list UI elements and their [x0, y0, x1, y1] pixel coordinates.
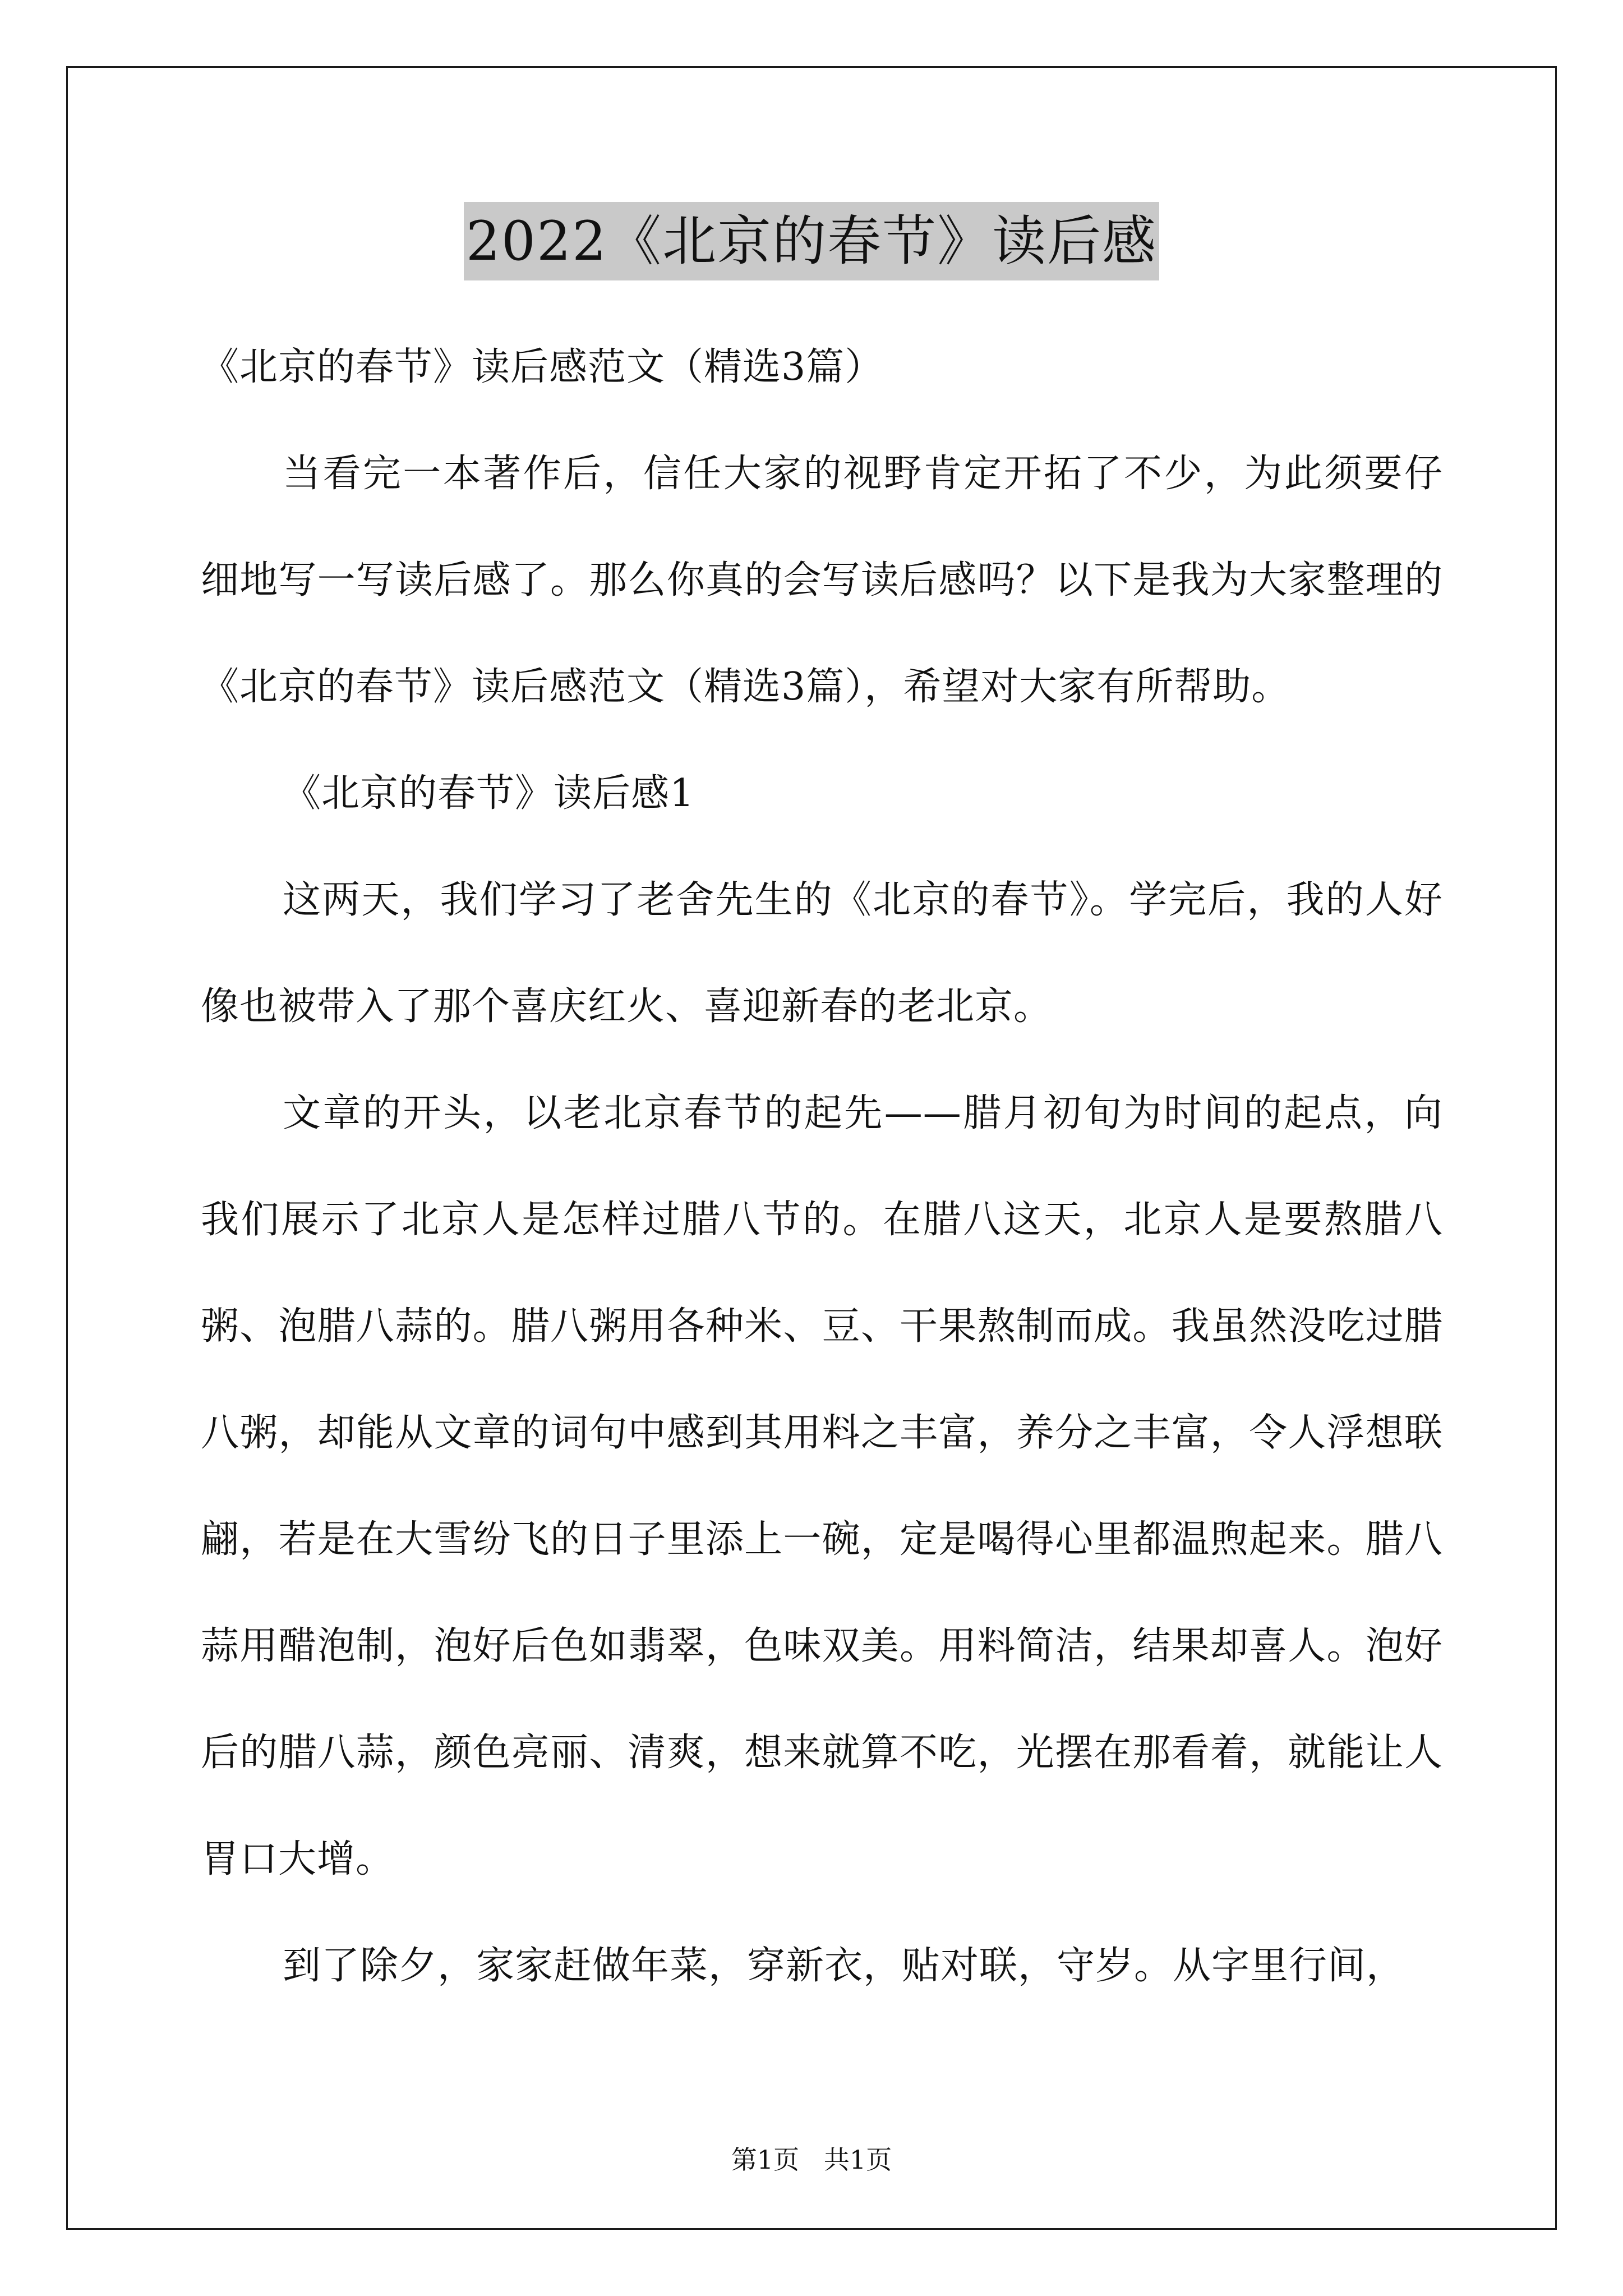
document-body — [201, 314, 1443, 2019]
document-title: 2022《北京的春节》读后感 — [464, 202, 1159, 280]
body-paragraph: 这两天，我们学习了老舍先生的《北京的春节》。学完后，我的人好像也被带入了那个喜庆红火、喜迎新春的老北京。 — [201, 878, 1443, 1029]
page-number-footer: 第1页 共1页 — [731, 2145, 892, 2175]
title-container — [0, 202, 1623, 280]
body-paragraph: 到了除夕，家家赶做年菜，穿新衣，贴对联，守岁。从字里行间， — [283, 1944, 1405, 1988]
subtitle-paragraph: 《北京的春节》读后感范文（精选3篇） — [201, 345, 884, 389]
intro-paragraph: 当看完一本著作后，信任大家的视野肯定开拓了不少，为此须要仔细地写一写读后感了。那么你真的会写读后感吗？以下是我为大家整理的《北京的春节》读后感范文（精选3篇），希望对大家有所帮助。 — [201, 452, 1443, 709]
section-heading: 《北京的春节》读后感1 — [283, 771, 695, 816]
body-paragraph: 文章的开头，以老北京春节的起先——腊月初旬为时间的起点，向我们展示了北京人是怎样过腊八节的。在腊八这天，北京人是要熬腊八粥、泡腊八蒜的。腊八粥用各种米、豆、干果熬制而成。我虽然没吃过腊八粥，却能从文章的词句中感到其用料之丰富，养分之丰富，令人浮想联翩，若是在大雪纷飞的日子里添上一碗，定是喝得心里都温煦起来。腊八蒜用醋泡制，泡好后色如翡翠，色味双美。用料简洁，结果却喜人。泡好后的腊八蒜，颜色亮丽、清爽，想来就算不吃，光摆在那看着，就能让人胃口大增。 — [201, 1091, 1443, 1881]
